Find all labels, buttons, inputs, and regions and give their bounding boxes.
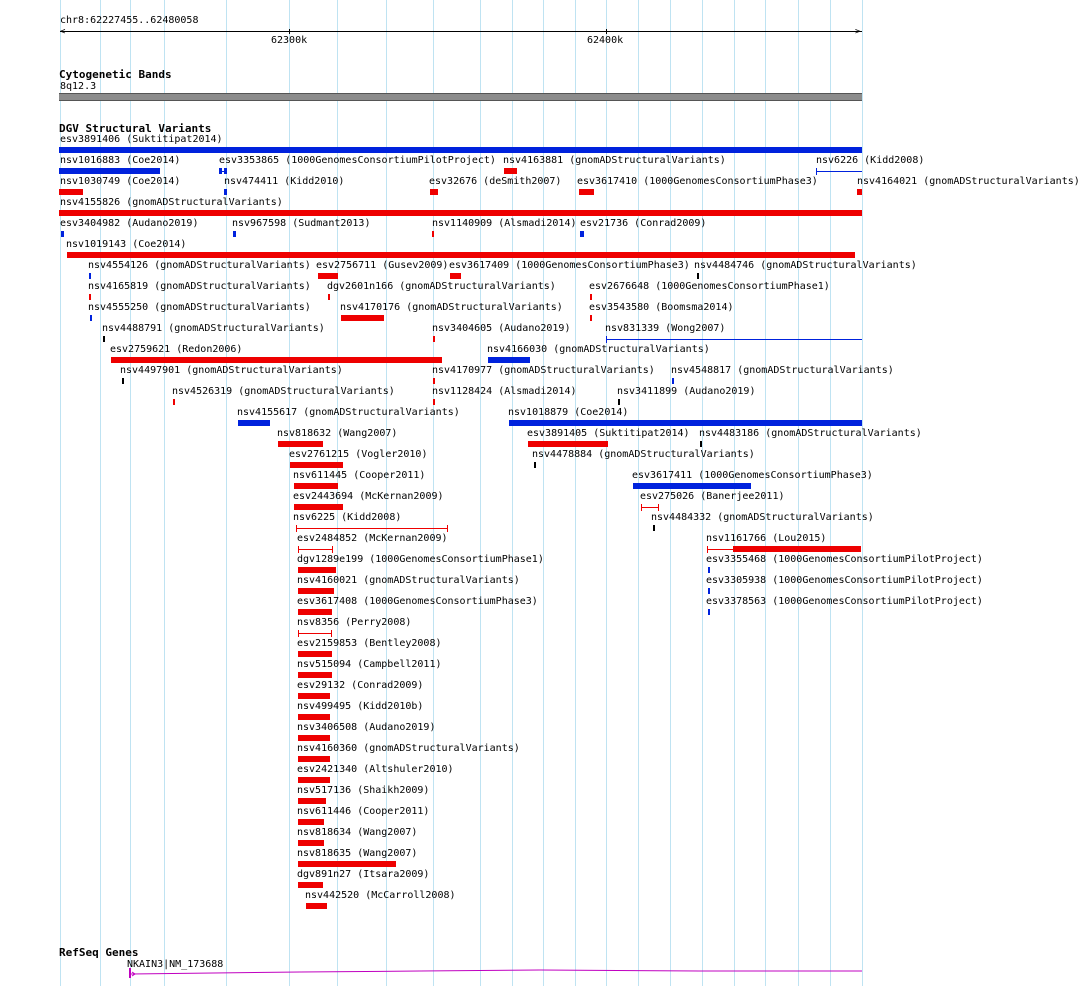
dgv-feature-label[interactable]: esv2761215 (Vogler2010) <box>289 449 428 460</box>
dgv-feature-label[interactable]: esv2484852 (McKernan2009) <box>297 533 448 544</box>
dgv-feature-label[interactable]: nsv6226 (Kidd2008) <box>816 155 925 166</box>
gene-intron-line <box>131 970 862 974</box>
dgv-feature-label[interactable]: esv3891405 (Suktitipat2014) <box>527 428 690 439</box>
dgv-feature-bar[interactable] <box>103 336 105 342</box>
dgv-feature-label[interactable]: nsv967598 (Sudmant2013) <box>232 218 371 229</box>
dgv-feature-bar[interactable] <box>298 882 323 888</box>
dgv-feature-bar[interactable] <box>61 231 64 237</box>
dgv-feature-label[interactable]: esv3353865 (1000GenomesConsortiumPilotProject) <box>219 155 496 166</box>
dgv-feature-label[interactable]: nsv4478884 (gnomADStructuralVariants) <box>532 449 755 460</box>
dgv-feature-bar[interactable] <box>59 210 862 216</box>
dgv-feature-label[interactable]: dgv2601n166 (gnomADStructuralVariants) <box>327 281 556 292</box>
dgv-feature-bar[interactable] <box>697 273 699 279</box>
dgv-feature-label[interactable]: esv2159853 (Bentley2008) <box>297 638 442 649</box>
track-title-cytobands[interactable]: Cytogenetic Bands <box>59 68 172 81</box>
dgv-feature-bar[interactable] <box>233 231 236 237</box>
dgv-feature-label[interactable]: esv2759621 (Redon2006) <box>110 344 243 355</box>
dgv-feature-bar[interactable] <box>296 525 297 532</box>
dgv-feature-bar[interactable] <box>580 231 584 237</box>
dgv-feature-label[interactable]: nsv1016883 (Coe2014) <box>60 155 181 166</box>
dgv-feature-bar[interactable] <box>579 189 594 195</box>
dgv-feature-label[interactable]: nsv4484332 (gnomADStructuralVariants) <box>651 512 874 523</box>
dgv-feature-bar[interactable] <box>433 399 435 405</box>
dgv-feature-bar[interactable] <box>298 609 332 615</box>
cytoband-bar[interactable] <box>59 93 862 101</box>
ruler-tick-label: 62400k <box>587 35 624 46</box>
dgv-feature-label[interactable]: esv3355468 (1000GenomesConsortiumPilotProject) <box>706 554 983 565</box>
dgv-feature-bar[interactable] <box>658 504 659 511</box>
dgv-feature-bar[interactable] <box>633 483 751 489</box>
dgv-feature-label[interactable]: nsv4555250 (gnomADStructuralVariants) <box>88 302 311 313</box>
dgv-feature-label[interactable]: nsv4164021 (gnomADStructuralVariants) <box>857 176 1080 187</box>
dgv-feature-label[interactable]: nsv818635 (Wang2007) <box>297 848 418 859</box>
dgv-feature-bar[interactable] <box>298 735 330 741</box>
dgv-feature-bar[interactable] <box>298 693 330 699</box>
dgv-feature-label[interactable]: nsv4170176 (gnomADStructuralVariants) <box>340 302 563 313</box>
dgv-feature-bar[interactable] <box>433 336 435 342</box>
dgv-feature-label[interactable]: dgv891n27 (Itsara2009) <box>297 869 430 880</box>
dgv-feature-label[interactable]: nsv1140909 (Alsmadi2014) <box>432 218 577 229</box>
dgv-feature-bar[interactable] <box>707 546 708 553</box>
dgv-feature-label[interactable]: nsv499495 (Kidd2010b) <box>297 701 424 712</box>
dgv-feature-bar[interactable] <box>219 171 227 172</box>
dgv-feature-bar[interactable] <box>331 630 332 637</box>
dgv-feature-bar[interactable] <box>298 633 332 634</box>
dgv-feature-bar[interactable] <box>67 252 855 258</box>
dgv-feature-label[interactable]: dgv1289e199 (1000GenomesConsortiumPhase1) <box>297 554 544 565</box>
dgv-feature-bar[interactable] <box>298 756 330 762</box>
dgv-feature-bar[interactable] <box>708 567 710 573</box>
dgv-feature-bar[interactable] <box>298 546 299 553</box>
dgv-feature-label[interactable]: esv32676 (deSmith2007) <box>429 176 562 187</box>
dgv-feature-bar[interactable] <box>641 507 659 508</box>
dgv-feature-bar[interactable] <box>122 378 124 384</box>
dgv-feature-label[interactable]: nsv831339 (Wong2007) <box>605 323 726 334</box>
dgv-feature-label[interactable]: nsv4165819 (gnomADStructuralVariants) <box>88 281 311 292</box>
dgv-feature-bar[interactable] <box>298 567 336 573</box>
dgv-feature-label[interactable]: nsv3411899 (Audano2019) <box>617 386 756 397</box>
dgv-feature-label[interactable]: nsv4160021 (gnomADStructuralVariants) <box>297 575 520 586</box>
dgv-feature-bar[interactable] <box>433 378 435 384</box>
dgv-feature-label[interactable]: esv3617408 (1000GenomesConsortiumPhase3) <box>297 596 538 607</box>
dgv-feature-bar[interactable] <box>528 441 608 447</box>
cytoband-label: 8q12.3 <box>60 81 97 92</box>
dgv-feature-bar[interactable] <box>89 294 91 300</box>
ruler-tick <box>606 29 607 34</box>
dgv-feature-label[interactable]: nsv517136 (Shaikh2009) <box>297 785 430 796</box>
dgv-feature-label[interactable]: nsv1161766 (Lou2015) <box>706 533 827 544</box>
dgv-feature-bar[interactable] <box>298 588 334 594</box>
ruler-position-label: chr8:62227455..62480058 <box>60 15 199 26</box>
dgv-feature-bar[interactable] <box>509 420 862 426</box>
dgv-feature-bar[interactable] <box>653 525 655 531</box>
dgv-feature-label[interactable]: nsv611445 (Cooper2011) <box>293 470 426 481</box>
dgv-feature-bar[interactable] <box>89 273 91 279</box>
ruler-tick <box>289 29 290 34</box>
track-title-dgv[interactable]: DGV Structural Variants <box>59 122 212 135</box>
dgv-feature-label[interactable]: esv3305938 (1000GenomesConsortiumPilotProject) <box>706 575 983 586</box>
dgv-feature-bar[interactable] <box>816 171 862 172</box>
dgv-feature-bar[interactable] <box>816 168 817 175</box>
dgv-feature-bar[interactable] <box>173 399 175 405</box>
dgv-feature-label[interactable]: esv29132 (Conrad2009) <box>297 680 424 691</box>
dgv-feature-label[interactable]: nsv1019143 (Coe2014) <box>66 239 187 250</box>
dgv-feature-bar[interactable] <box>857 189 862 195</box>
dgv-feature-label[interactable]: esv275026 (Banerjee2011) <box>640 491 785 502</box>
dgv-feature-bar[interactable] <box>298 630 299 637</box>
dgv-feature-label[interactable]: nsv818632 (Wang2007) <box>277 428 398 439</box>
dgv-feature-bar[interactable] <box>224 189 227 195</box>
dgv-feature-bar[interactable] <box>298 840 324 846</box>
dgv-feature-bar[interactable] <box>700 441 702 447</box>
dgv-feature-bar[interactable] <box>341 315 384 321</box>
dgv-feature-bar[interactable] <box>294 483 338 489</box>
dgv-feature-label[interactable]: esv3404982 (Audano2019) <box>60 218 199 229</box>
dgv-feature-bar[interactable] <box>111 357 442 363</box>
dgv-feature-bar[interactable] <box>298 714 330 720</box>
dgv-feature-label[interactable]: nsv6225 (Kidd2008) <box>293 512 402 523</box>
dgv-feature-bar[interactable] <box>298 798 326 804</box>
dgv-feature-label[interactable]: nsv3404605 (Audano2019) <box>432 323 571 334</box>
dgv-feature-bar[interactable] <box>306 903 327 909</box>
dgv-feature-label[interactable]: nsv515094 (Campbell2011) <box>297 659 442 670</box>
dgv-feature-bar[interactable] <box>328 294 330 300</box>
dgv-feature-bar[interactable] <box>672 378 674 384</box>
dgv-feature-bar[interactable] <box>296 528 448 529</box>
dgv-feature-bar[interactable] <box>504 168 517 174</box>
dgv-feature-label[interactable]: esv3543580 (Boomsma2014) <box>589 302 734 313</box>
dgv-feature-bar[interactable] <box>298 672 332 678</box>
dgv-feature-bar[interactable] <box>733 546 861 552</box>
dgv-feature-bar[interactable] <box>488 357 530 363</box>
track-title-refseq[interactable]: RefSeq Genes <box>59 946 139 959</box>
dgv-feature-bar[interactable] <box>294 504 343 510</box>
dgv-feature-bar[interactable] <box>606 339 862 340</box>
dgv-feature-bar[interactable] <box>59 147 862 153</box>
dgv-feature-bar[interactable] <box>298 549 333 550</box>
dgv-feature-label[interactable]: nsv4166030 (gnomADStructuralVariants) <box>487 344 710 355</box>
dgv-feature-label[interactable]: nsv4554126 (gnomADStructuralVariants) <box>88 260 311 271</box>
dgv-feature-label[interactable]: esv2756711 (Gusev2009) <box>316 260 449 271</box>
dgv-feature-label[interactable]: nsv8356 (Perry2008) <box>297 617 412 628</box>
dgv-feature-label[interactable]: nsv4497901 (gnomADStructuralVariants) <box>120 365 343 376</box>
dgv-feature-bar[interactable] <box>708 609 710 615</box>
dgv-feature-label[interactable]: nsv3406508 (Audano2019) <box>297 722 436 733</box>
dgv-feature-label[interactable]: nsv1128424 (Alsmadi2014) <box>432 386 577 397</box>
dgv-feature-label[interactable]: esv3891406 (Suktitipat2014) <box>60 134 223 145</box>
dgv-feature-bar[interactable] <box>534 462 536 468</box>
dgv-feature-bar[interactable] <box>430 189 438 195</box>
dgv-feature-label[interactable]: nsv474411 (Kidd2010) <box>224 176 345 187</box>
dgv-feature-bar[interactable] <box>290 462 343 468</box>
dgv-feature-label[interactable]: esv21736 (Conrad2009) <box>580 218 707 229</box>
dgv-feature-label[interactable]: nsv4484746 (gnomADStructuralVariants) <box>694 260 917 271</box>
dgv-feature-bar[interactable] <box>278 441 323 447</box>
dgv-feature-bar[interactable] <box>238 420 270 426</box>
dgv-feature-bar[interactable] <box>432 231 434 237</box>
ruler-tick-label: 62300k <box>271 35 308 46</box>
dgv-feature-bar[interactable] <box>708 588 710 594</box>
dgv-feature-bar[interactable] <box>618 399 620 405</box>
dgv-feature-bar[interactable] <box>332 546 333 553</box>
dgv-feature-label[interactable]: nsv4526319 (gnomADStructuralVariants) <box>172 386 395 397</box>
dgv-feature-bar[interactable] <box>90 315 92 321</box>
dgv-feature-label[interactable]: esv3378563 (1000GenomesConsortiumPilotProject) <box>706 596 983 607</box>
dgv-feature-label[interactable]: esv2443694 (McKernan2009) <box>293 491 444 502</box>
dgv-feature-label[interactable]: nsv4163881 (gnomADStructuralVariants) <box>503 155 726 166</box>
dgv-feature-bar[interactable] <box>641 504 642 511</box>
dgv-feature-label[interactable]: nsv611446 (Cooper2011) <box>297 806 430 817</box>
dgv-feature-label[interactable]: nsv4155617 (gnomADStructuralVariants) <box>237 407 460 418</box>
dgv-feature-bar[interactable] <box>298 861 396 867</box>
dgv-feature-bar[interactable] <box>590 294 592 300</box>
ruler-left-arrow: < <box>60 27 66 37</box>
dgv-feature-bar[interactable] <box>298 651 332 657</box>
dgv-feature-bar[interactable] <box>298 777 330 783</box>
ruler-axis <box>60 31 862 32</box>
gene-model[interactable] <box>0 966 890 980</box>
dgv-feature-bar[interactable] <box>318 273 338 279</box>
dgv-feature-label[interactable]: esv3617411 (1000GenomesConsortiumPhase3) <box>632 470 873 481</box>
dgv-feature-label[interactable]: esv3617410 (1000GenomesConsortiumPhase3) <box>577 176 818 187</box>
dgv-feature-bar[interactable] <box>298 819 324 825</box>
dgv-feature-label[interactable]: esv3617409 (1000GenomesConsortiumPhase3) <box>449 260 690 271</box>
dgv-feature-label[interactable]: nsv818634 (Wang2007) <box>297 827 418 838</box>
dgv-feature-label[interactable]: nsv1030749 (Coe2014) <box>60 176 181 187</box>
dgv-feature-label[interactable]: nsv442520 (McCarroll2008) <box>305 890 456 901</box>
dgv-feature-bar[interactable] <box>59 189 83 195</box>
dgv-feature-label[interactable]: nsv1018879 (Coe2014) <box>508 407 629 418</box>
ruler-right-arrow: > <box>855 27 861 37</box>
dgv-feature-label[interactable]: esv2421340 (Altshuler2010) <box>297 764 454 775</box>
dgv-feature-label[interactable]: esv2676648 (1000GenomesConsortiumPhase1) <box>589 281 830 292</box>
dgv-feature-label[interactable]: nsv4483186 (gnomADStructuralVariants) <box>699 428 922 439</box>
dgv-feature-label[interactable]: nsv4160360 (gnomADStructuralVariants) <box>297 743 520 754</box>
dgv-feature-label[interactable]: nsv4548817 (gnomADStructuralVariants) <box>671 365 894 376</box>
dgv-feature-bar[interactable] <box>590 315 592 321</box>
guide-line <box>862 0 863 986</box>
dgv-feature-bar[interactable] <box>447 525 448 532</box>
dgv-feature-bar[interactable] <box>450 273 461 279</box>
dgv-feature-label[interactable]: nsv4488791 (gnomADStructuralVariants) <box>102 323 325 334</box>
dgv-feature-bar[interactable] <box>59 168 160 174</box>
dgv-feature-label[interactable]: nsv4170977 (gnomADStructuralVariants) <box>432 365 655 376</box>
dgv-feature-label[interactable]: nsv4155826 (gnomADStructuralVariants) <box>60 197 283 208</box>
gene-label[interactable]: NKAIN3|NM_173688 <box>127 959 224 970</box>
dgv-feature-bar[interactable] <box>606 336 607 343</box>
